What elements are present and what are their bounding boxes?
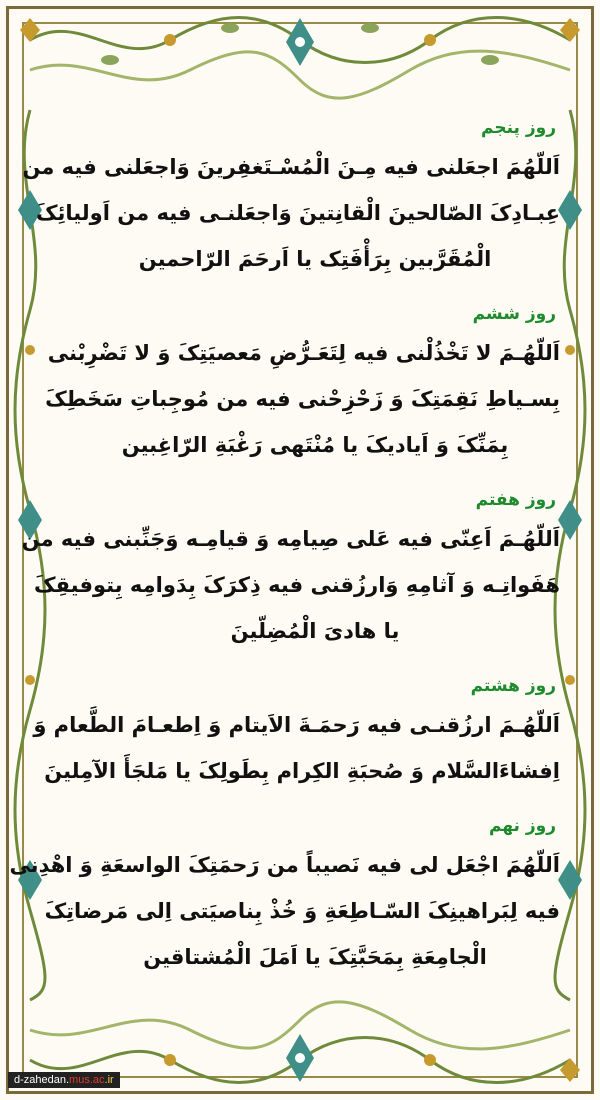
section-day-5: [22, 118, 560, 282]
day-title: روز پنجم: [481, 118, 556, 138]
site-watermark: [8, 1072, 120, 1088]
prayer-line: اِفشاءَالسَّلام وَ صُحبَةِ الکِرام بِطَولِکَ یا مَلجَأَ الآمِلینَ: [44, 759, 560, 783]
top-ornament: [0, 0, 600, 120]
prayer-line: اَللّهُـمَ لا تَخْذُلْنی فیه لِتَعَـرُّضِ مَعصیَتِکَ وَ لا تَضْرِبْنی: [47, 341, 560, 365]
prayer-content: [9, 118, 560, 1002]
prayer-line: الْمُقَرَّبین بِرَأْفَتِک یا اَرحَمَ الرّاحمین: [138, 247, 492, 271]
section-day-7: [21, 490, 560, 654]
prayer-line: یا هادیَ الْمُضِلّینَ: [230, 619, 400, 643]
prayer-line: هَفَواتِـه وَ آثامِهِ وَارزُقنی فیه ذِکرَکَ بِدَوامِه بِتوفیقِکَ: [34, 573, 560, 597]
watermark-suffix: .ir: [104, 1074, 114, 1086]
prayer-line: الْجامِعَةِ بِمَحَبَّتِکَ یا اَمَلَ الْمُشتاقین: [143, 945, 487, 969]
day-title: روز هشتم: [470, 676, 556, 696]
prayer-line: فیه لِبَراهینِکَ السّـاطِعَةِ وَ خُذْ بِناصیَتی اِلی مَرضاتِکَ: [44, 899, 560, 923]
prayer-line: بِمَنِّکَ وَ اَیادیکَ یا مُنْتَهی رَغْبَةِ الرّاغِبین: [121, 433, 509, 457]
prayer-line: اَللّهُـمَ اَعِنّی فیه عَلی صِیامِه وَ قیامِـه وَجَنِّبنی فیه من: [21, 527, 560, 551]
prayer-line: بِسـیاطِ نَقِمَتِکَ وَ زَحْزِحْنی فیه من مُوجِباتِ سَخَطِکَ: [45, 387, 560, 411]
prayer-line: اَللّهُمَ اجعَلنی فیه مِـنَ الْمُسْـتَغفِرینَ وَاجعَلنی فیه من: [22, 155, 560, 179]
prayer-line: اَللّهُـمَ ارزُقنـی فیه رَحمَـةَ الاَیتام وَ اِطعـامَ الطَّعام وَ: [33, 713, 560, 737]
watermark-mid: mus.ac: [69, 1074, 105, 1086]
section-day-9: [9, 816, 560, 980]
section-day-6: [45, 304, 560, 468]
day-title: روز ششم: [472, 304, 556, 324]
prayer-line: عِبـادِکَ الصّالحینَ الْقانِتینَ وَاجعَلنـی فیه من اَولیائِکَ: [35, 201, 560, 225]
prayer-line: اَللّهُمَ اجْعَل لی فیه نَصیباً من رَحمَتِکَ الواسعَةِ وَ اهْدِنی: [9, 853, 560, 877]
watermark-prefix: d-zahedan.: [14, 1074, 70, 1086]
day-title: روز نهم: [489, 816, 556, 836]
section-day-8: [33, 676, 560, 794]
day-title: روز هفتم: [475, 490, 556, 510]
